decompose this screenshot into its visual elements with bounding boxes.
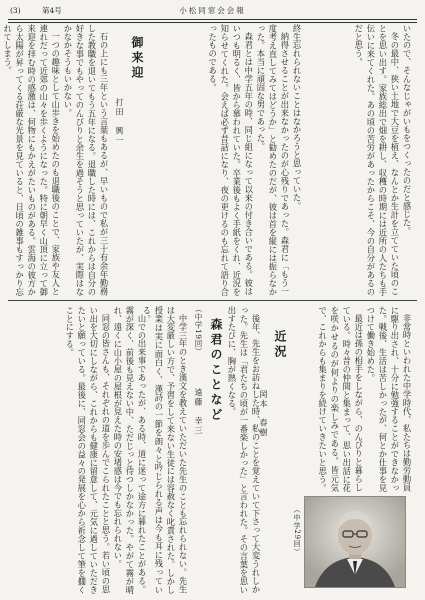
portrait-photo xyxy=(304,496,406,588)
mikado-top-text xyxy=(2,24,110,296)
endo-bottom-text-2 xyxy=(226,306,262,594)
paragraph: 石の上にも三年という言葉もあるが、早いもので私が三十有余年勤務した教職を退いてもう五年になる。退職した時には、これからは自分の好きな事でもやってのんびりと余生を過そうと思っていたが、実際はなかなかそうもいかない。 xyxy=(62,24,109,296)
portrait-image xyxy=(305,497,405,587)
okamoto-top-text xyxy=(305,24,413,296)
paragraph: 森君とは中学五年の時、同じ組になって以来の付き合いである。彼はいつも明るく、皆から慕われていた。卒業後もよく手紙をくれ、近況を知らせてくれた。会えば必ず昔話になり、夜の更けるのも忘れて語り合ったものである。 xyxy=(207,24,254,296)
photo-caption: （中学29回） xyxy=(293,506,301,556)
page-number: (3) xyxy=(10,6,21,15)
mikado-bottom-text xyxy=(10,306,148,594)
page-header xyxy=(10,5,415,17)
paragraph: いたので、そんなじゃがいもをつくったのだと感じた。 xyxy=(402,24,412,236)
newsletter-title: 小松同窓会会報 xyxy=(179,6,246,15)
article-title-endo: 森君のことなど xyxy=(209,318,223,423)
paragraph: 一つの趣味として山歩きを始めたのも退職後のことで、家族や友人と連れだって近郊の山々を歩くようになった。特に朝早く山頂に立って御来迎を拝む時の感激は、何物にもかえがたいものがある。雲海の彼方から太陽が昇ってくる荘厳な光景を見ていると、日頃の雑事もすっかり忘れてしまう。 xyxy=(2,24,61,296)
paragraph: 納得させることが出来なかったのが心残りであった。森君に「もう一度考え直してみてはどうか」と勧めたのだが、彼は首を縦には振らなかった。本当に頑固な男であった。 xyxy=(255,24,290,296)
paragraph: 最近は孫の相手をしながら、のんびりと暮らしている。時々昔の仲間と集まって、思い出話に花を咲かせるのが何よりの楽しみである。皆元気で、これからも集まりを続けていきたいと思う。 xyxy=(317,306,364,492)
paragraph: 終生忘れられないことはなかろうと思っていた。 xyxy=(292,24,302,210)
paragraph xyxy=(0,24,2,296)
paragraph: 山での出来事であったが、ある時、道に迷って途方に暮れたことがある。霧が深く、前後も見えない中、ただじっと待つしかなかった。やがて霧が晴れ、遠くに山小屋の屋根が見えた時の安堵感は今でも忘れられない。 xyxy=(112,306,147,594)
article-title-mikado: 御来迎 xyxy=(130,36,144,81)
article-author-mikado: 打田 興一 xyxy=(115,98,124,146)
article-author-okamoto: 岡本 春樹 xyxy=(259,390,268,438)
paragraph: 冬の最中、狭い土地で大豆を植え、なんとか生計を立てていた頃のことを思い出す。家族総出で畑を耕し、収穫の時期には近所の人たちも手伝いに来てくれた。あの頃の苦労があったからこそ、今の自分があるのだと思う。 xyxy=(353,24,400,296)
okamoto-bottom-text xyxy=(305,306,413,492)
article-title-okamoto: 近況 xyxy=(273,330,287,360)
paragraph: 同窓の皆さんも、それぞれの道を歩んでこられたことと思う。若い頃の思い出を大切にしながら、これからも健康に留意して、元気に過していただきたいと願っている。最後に、同窓会の益々の発展を心から祈念して筆を擱くことにする。 xyxy=(64,306,111,594)
header-rule xyxy=(8,19,417,23)
middle-rule xyxy=(8,300,417,301)
paragraph: 中学三年のとき漢文を教えていただいた先生のことも忘れられない。先生は大変厳しい方で、予習をして来ない生徒には容赦なく叱責された。しかし授業は実に面白く、漢詩の一節を朗々と吟じられる声は今も耳に残っている。 xyxy=(141,306,188,594)
issue-number: 第4号 xyxy=(42,6,62,15)
paragraph: 後年、先生をお訪ねした時、私のことを覚えていて下さって大変うれしかった。先生は「君たちの頃が一番楽しかった」と言われた。その言葉を思い出すたびに、胸が熱くなる。 xyxy=(226,306,261,594)
endo-top-text xyxy=(153,24,303,296)
article-author-endo: 遠藤 幸三 xyxy=(194,388,203,436)
endo-bottom-text xyxy=(141,306,189,594)
article-class-endo: （中学19回） xyxy=(194,305,203,356)
paragraph: 非常時といわれた中学時代、私たちは勤労動員に駆り出され、十分に勉強することができなかった。戦後、生活は苦しかったが、何とか仕事を見つけて働き始めた。 xyxy=(365,306,412,492)
